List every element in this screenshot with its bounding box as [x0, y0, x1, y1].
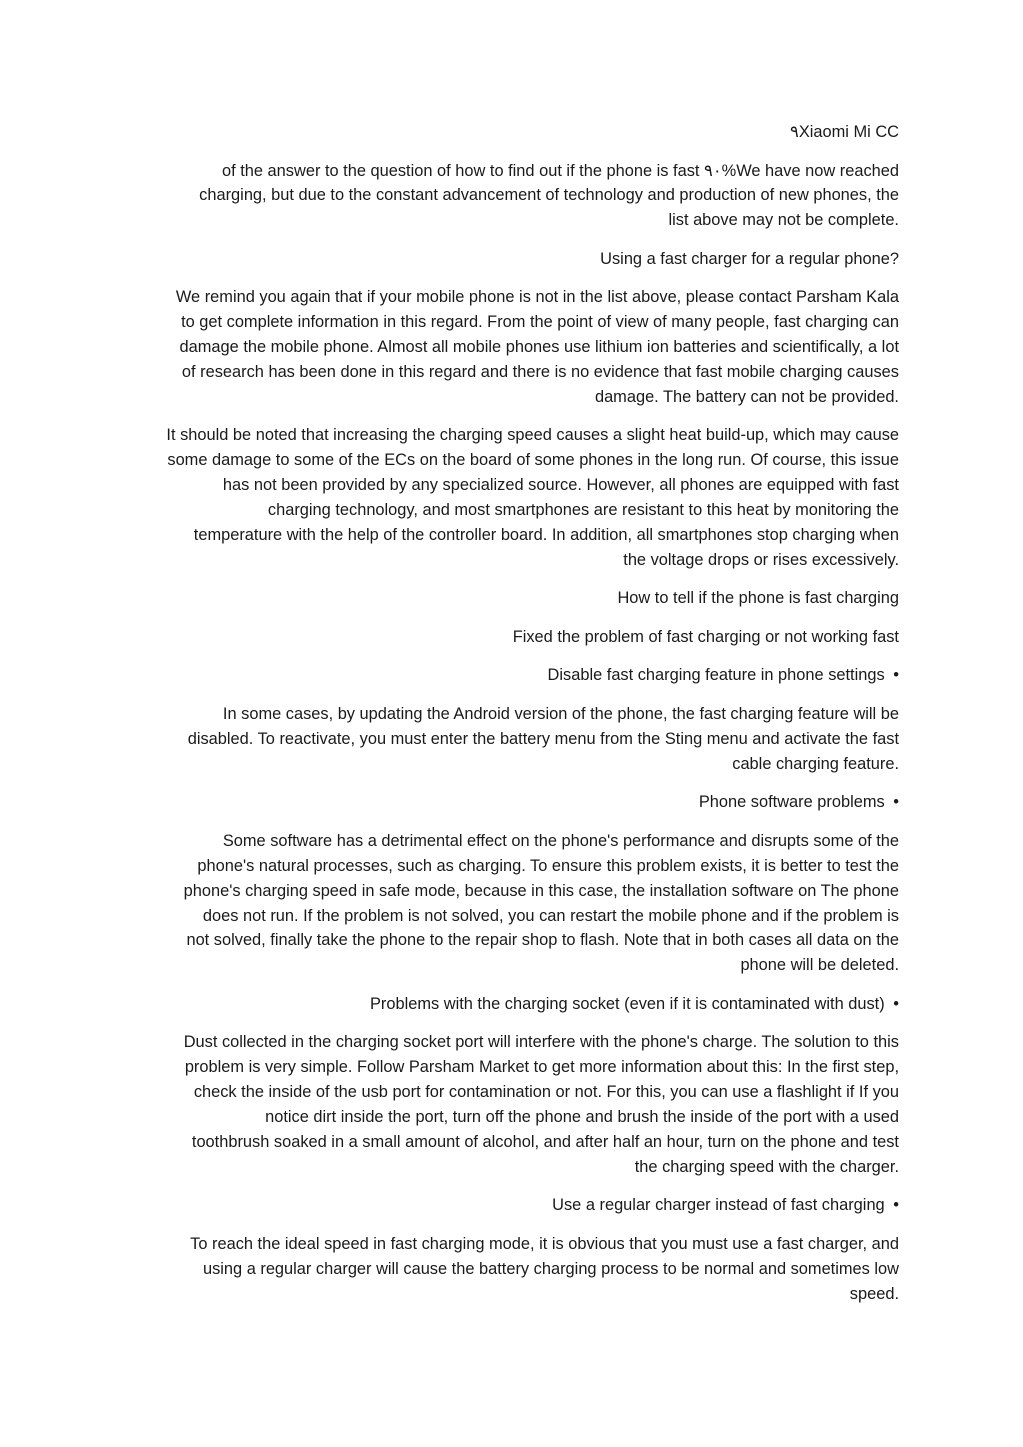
bullet-charging-socket	[126, 992, 899, 1017]
text-line: toothbrush soaked in a small amount of alcohol, and after half an hour, turn on the phone and test	[191, 1132, 899, 1151]
text-line: To reach the ideal speed in fast charging mode, it is obvious that you must use a fast charger, and	[190, 1234, 899, 1253]
text-line: of the answer to the question of how to find out if the phone is fast ٩٠%We have now reached	[222, 161, 899, 180]
text-line: the charging speed with the charger.	[634, 1157, 899, 1176]
heading-text: How to tell if the phone is fast charging	[617, 589, 899, 608]
text-line: phone's natural processes, such as charging. To ensure this problem exists, it is better to test the	[197, 856, 899, 875]
socket-paragraph	[126, 1030, 899, 1179]
text-line: of research has been done in this regard and there is no evidence that fast mobile charging causes	[181, 363, 899, 382]
text-line: does not run. If the problem is not solved, you can restart the mobile phone and if the problem is	[202, 906, 899, 925]
text-line: damage. The battery can not be provided.	[594, 387, 899, 406]
heading-text: Fixed the problem of fast charging or not working fast	[512, 627, 899, 646]
heading-fast-charger	[126, 247, 899, 272]
text-line: phone's charging speed in safe mode, because in this case, the installation software on The phone	[183, 881, 899, 900]
heading-how-to-tell	[126, 586, 899, 611]
text-line: problem is very simple. Follow Parsham Market to get more information about this: In the first step,	[184, 1058, 899, 1077]
intro-paragraph	[126, 159, 899, 234]
text-line: temperature with the help of the controller board. In addition, all smartphones stop charging when	[193, 526, 899, 545]
bullet-text: Use a regular charger instead of fast charging	[552, 1196, 885, 1215]
text-line: disabled. To reactivate, you must enter the battery menu from the Sting menu and activate the fast	[187, 729, 899, 748]
text-line: notice dirt inside the port, turn off the phone and brush the inside of the port with a used	[265, 1108, 899, 1127]
bullet-text: Disable fast charging feature in phone settings	[547, 666, 885, 685]
bullet-icon: •	[893, 793, 899, 812]
disable-paragraph	[126, 702, 899, 777]
text-line: charging, but due to the constant advancement of technology and production of new phones, the	[199, 186, 899, 205]
text-line: cable charging feature.	[732, 754, 899, 773]
text-line: We remind you again that if your mobile phone is not in the list above, please contact Parsham Kala	[175, 288, 899, 307]
text-line: Dust collected in the charging socket port will interfere with the phone's charge. The solution to this	[183, 1033, 899, 1052]
text-line: In some cases, by updating the Android version of the phone, the fast charging feature will be	[222, 704, 899, 723]
bullet-software-problems	[126, 790, 899, 815]
text-line: the voltage drops or rises excessively.	[623, 550, 899, 569]
text-line: speed.	[849, 1284, 899, 1303]
bullet-icon: •	[893, 666, 899, 685]
text-line: using a regular charger will cause the battery charging process to be normal and sometimes low	[202, 1259, 899, 1278]
text-line: some damage to some of the ECs on the board of some phones in the long run. Of course, this issue	[167, 451, 899, 470]
text-line: damage the mobile phone. Almost all mobile phones use lithium ion batteries and scientifically, a lot	[179, 338, 899, 357]
document-body	[126, 120, 899, 1320]
text-line: charging technology, and most smartphones are resistant to this heat by monitoring the	[267, 501, 899, 520]
text-line: It should be noted that increasing the charging speed causes a slight heat build-up, which may cause	[166, 426, 899, 445]
text-line: not solved, finally take the phone to the repair shop to flash. Note that in both cases all data on the	[186, 931, 899, 950]
text-line: list above may not be complete.	[668, 211, 899, 230]
heading-fixed-problem	[126, 625, 899, 650]
bullet-text: Problems with the charging socket (even if it is contaminated with dust)	[369, 994, 885, 1013]
software-paragraph	[126, 829, 899, 978]
page-title	[126, 120, 899, 145]
heading-text: Using a fast charger for a regular phone?	[600, 249, 899, 268]
title-text: ٩Xiaomi Mi CC	[790, 123, 899, 141]
heat-paragraph	[126, 423, 899, 572]
remind-paragraph	[126, 285, 899, 410]
bullet-text: Phone software problems	[698, 793, 885, 812]
bullet-disable-fast-charging	[126, 663, 899, 688]
text-line: Some software has a detrimental effect on the phone's performance and disrupts some of the	[222, 831, 899, 850]
bullet-regular-charger	[126, 1193, 899, 1218]
bullet-icon: •	[893, 1196, 899, 1215]
text-line: check the inside of the usb port for contamination or not. For this, you can use a flashlight if If you	[193, 1083, 899, 1102]
text-line: to get complete information in this regard. From the point of view of many people, fast charging can	[181, 313, 899, 332]
regular-paragraph	[126, 1232, 899, 1307]
text-line: has not been provided by any specialized source. However, all phones are equipped with fast	[222, 476, 899, 495]
text-line: phone will be deleted.	[740, 956, 899, 975]
bullet-icon: •	[893, 994, 899, 1013]
